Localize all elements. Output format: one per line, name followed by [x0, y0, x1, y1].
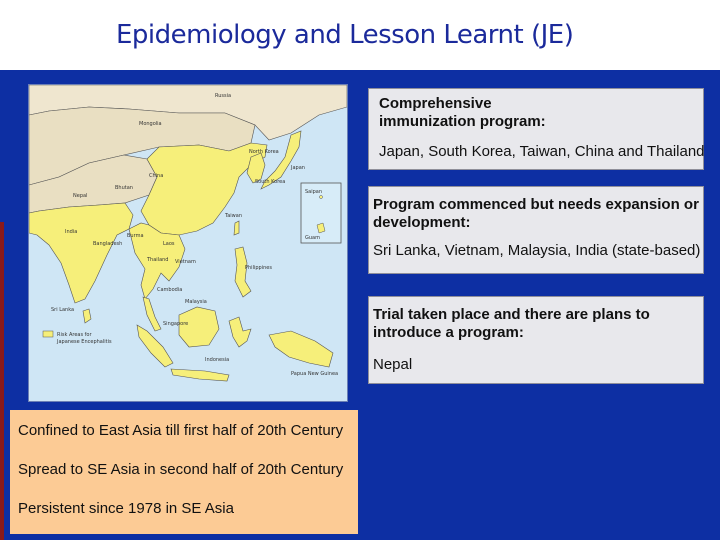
china-risk-area	[141, 143, 267, 235]
comprehensive-program-box	[368, 88, 704, 170]
label-cambodia: Cambodia	[157, 287, 183, 293]
philippines-risk-area	[235, 247, 251, 297]
label-india: India	[65, 229, 78, 235]
label-indonesia: Indonesia	[205, 357, 230, 363]
slide-title: Epidemiology and Lesson Learnt (JE)	[116, 20, 574, 50]
label-china: China	[149, 173, 164, 179]
box-2-heading-line-2: development:	[373, 214, 471, 231]
label-bhutan: Bhutan	[115, 185, 133, 191]
label-bangladesh: Bangladesh	[93, 241, 123, 247]
label-vietnam: Vietnam	[175, 259, 196, 265]
legend-swatch	[43, 331, 53, 337]
je-risk-map	[28, 84, 348, 402]
history-line-2: Spread to SE Asia in second half of 20th Century	[18, 461, 344, 478]
box-2-body: Sri Lanka, Vietnam, Malaysia, India (state-based)	[373, 242, 701, 259]
trial-program-box	[368, 296, 704, 384]
box-2-heading	[373, 196, 703, 232]
taiwan-risk-area	[234, 221, 239, 235]
box-3-heading-line-2: introduce a program:	[373, 324, 524, 341]
history-line-1: Confined to East Asia till first half of 20th Century	[18, 422, 344, 439]
label-burma: Burma	[127, 233, 144, 239]
label-thailand: Thailand	[147, 257, 169, 263]
label-malaysia: Malaysia	[185, 299, 207, 305]
java-risk-area	[171, 369, 229, 381]
label-taiwan: Taiwan	[225, 213, 243, 219]
label-guam: Guam	[305, 235, 320, 241]
saipan-dot	[320, 196, 323, 199]
sulawesi-risk-area	[229, 317, 251, 347]
expansion-needed-box	[368, 186, 704, 274]
label-mongolia: Mongolia	[139, 121, 162, 127]
left-accent-bar	[0, 222, 4, 540]
legend-label: Risk Areas for	[57, 332, 92, 338]
label-papua-new-guinea: Papua New Guinea	[291, 371, 339, 377]
box-1-heading-line-1: Comprehensive	[379, 95, 492, 112]
new-guinea-risk-area	[269, 331, 333, 367]
history-line-3: Persistent since 1978 in SE Asia	[18, 500, 234, 517]
map-svg	[29, 85, 347, 401]
box-3-heading-line-1: Trial taken place and there are plans to	[373, 306, 650, 323]
label-philippines: Philippines	[245, 265, 272, 271]
box-1-heading-line-2: immunization program:	[379, 113, 546, 130]
box-1-body: Japan, South Korea, Taiwan, China and Thailand	[379, 143, 705, 160]
label-singapore: Singapore	[163, 321, 189, 327]
india-risk-area	[29, 203, 133, 303]
label-nepal: Nepal	[73, 193, 88, 199]
label-japan: Japan	[291, 165, 305, 171]
label-sri-lanka: Sri Lanka	[51, 307, 75, 313]
label-south-korea: South Korea	[255, 179, 286, 185]
label-saipan: Saipan	[305, 189, 323, 195]
label-russia: Russia	[215, 93, 232, 99]
sri-lanka-risk-area	[83, 309, 91, 323]
label-laos: Laos	[163, 241, 175, 247]
label-north-korea: North Korea	[249, 149, 279, 155]
box-3-heading	[373, 306, 703, 342]
malay-risk-area	[143, 297, 161, 331]
box-2-heading-line-1: Program commenced but needs expansion or	[373, 196, 699, 213]
legend-label-2: Japanese Encephalitis	[57, 339, 112, 345]
borneo-risk-area	[179, 307, 219, 347]
box-3-body: Nepal	[373, 356, 413, 373]
box-1-heading	[379, 95, 703, 131]
history-summary-box	[10, 410, 358, 534]
